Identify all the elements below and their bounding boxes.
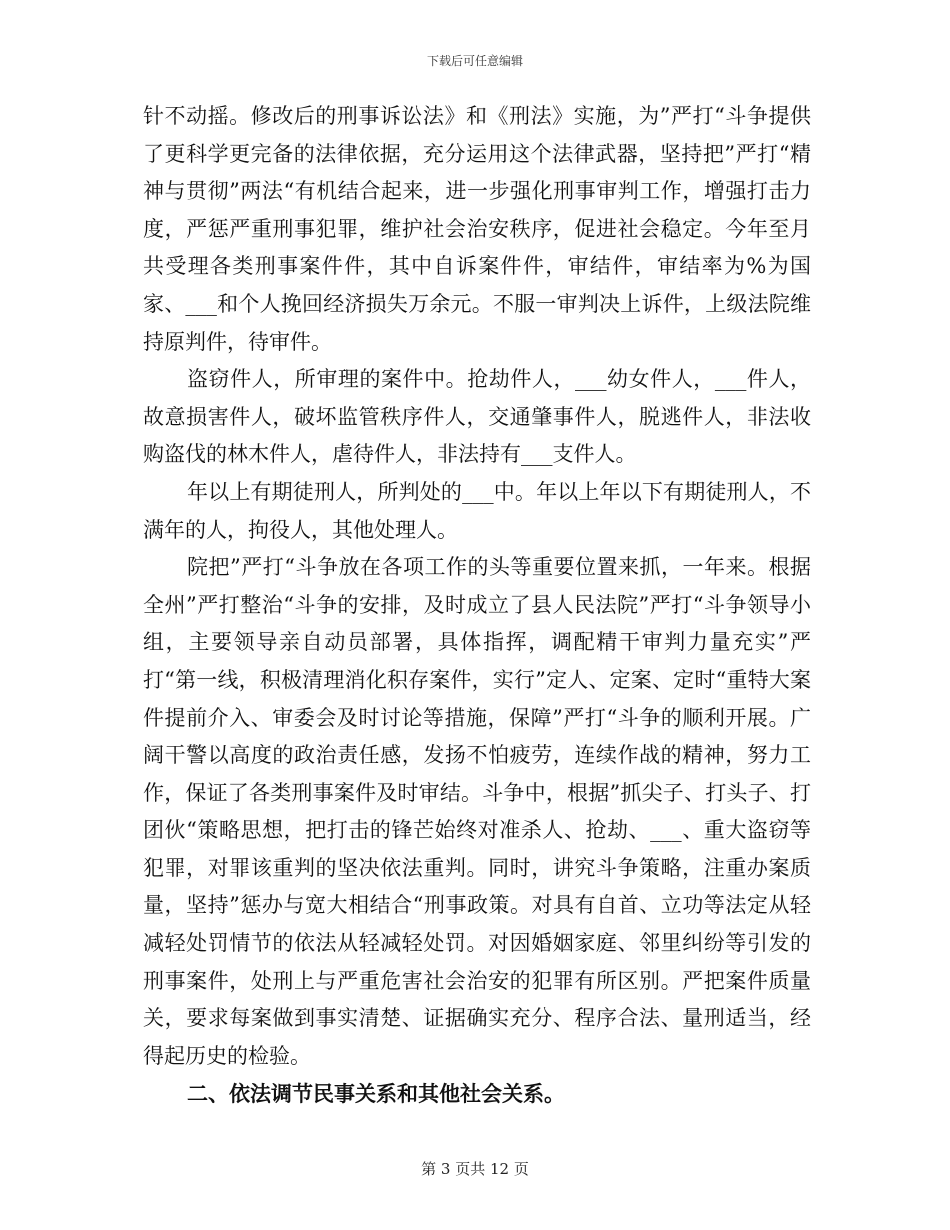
page-header: 下载后可任意编辑 (426, 54, 523, 68)
page-footer: 第 3 页共 12 页 (421, 1160, 529, 1178)
paragraph-1: 针不动摇。修改后的刑事诉讼法》和《刑法》实施，为”严打“斗争提供了更科学更完备的法律依据，充分运用这个法律武器，坚持把”严打“精神与贯彻”两法“有机结合起来，进一步强化刑事审判工作，增强打击力度，严惩严重刑事犯罪，维护社会治安秩序，促进社会稳定。今年至月共受理各类刑事案件件，其中自诉案件件，审结件，审结率为%为国家、___和个人挽回经济损失万余元。不服一审判决上诉件，上级法院维持原判件，待审件。 (143, 104, 811, 354)
paragraph-4: 院把”严打“斗争放在各项工作的头等重要位置来抓，一年来。根据全州”严打整治“斗争的安排，及时成立了县人民法院”严打“斗争领导小组，主要领导亲自动员部署，具体指挥，调配精干审判力量充实”严打“第一线，积极清理消化积存案件，实行”定人、定案、定时“重特大案件提前介入、审委会及时讨论等措施，保障”严打“斗争的顺利开展。广阔干警以高度的政治责任感，发扬不怕疲劳，连续作战的精神，努力工作，保证了各类刑事案件及时审结。斗争中，根据”抓尖子、打头子、打团伙“策略思想，把打击的锋芒始终对准杀人、抢劫、___、重大盗窃等犯罪，对罪该重判的坚决依法重判。同时，讲究斗争策略，注重办案质量，坚持”惩办与宽大相结合“刑事政策。对具有自首、立功等法定从轻减轻处罚情节的依法从轻减轻处罚。对因婚姻家庭、邻里纠纷等引发的刑事案件，处刑上与严重危害社会治安的犯罪有所区别。严把案件质量关，要求每案做到事实清楚、证据确实充分、程序合法、量刑适当，经得起历史的检验。 (143, 555, 811, 1068)
section-heading: 二、依法调节民事关系和其他社会关系。 (187, 1081, 565, 1107)
paragraph-3: 年以上有期徒刑人，所判处的___中。年以上年以下有期徒刑人，不满年的人，拘役人，其他处理人。 (143, 479, 811, 542)
paragraph-2: 盗窃件人，所审理的案件中。抢劫件人，___幼女件人，___件人，故意损害件人，破坏监管秩序件人，交通肇事件人，脱逃件人，非法收购盗伐的林木件人，虐待件人，非法持有___支件人。 (143, 367, 811, 467)
document-body (143, 98, 811, 1113)
